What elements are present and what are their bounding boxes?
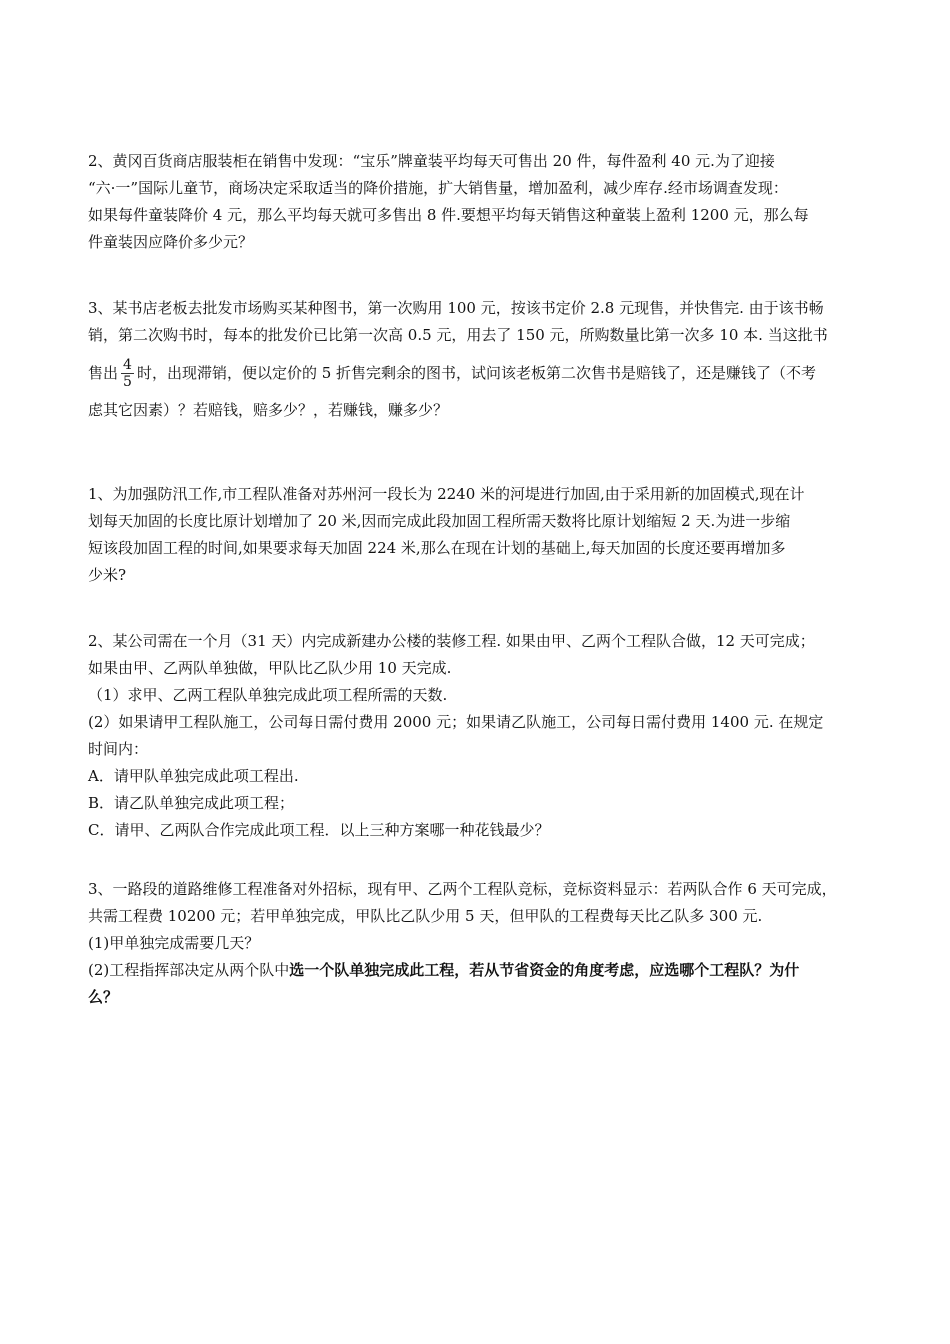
problem-office-renovation — [88, 628, 878, 844]
text-line-with-fraction — [88, 349, 878, 397]
problem-bookstore — [88, 295, 878, 424]
text-line: 如果由甲、乙两队单独做，甲队比乙队少用 10 天完成. — [88, 659, 452, 677]
text-line-sans: 么？ — [88, 988, 119, 1006]
text-line: 少米? — [88, 566, 127, 584]
text-segment-sans: 选一个队单独完成此工程，若从节省资金的角度考虑，应选哪个工程队？为什 — [289, 961, 800, 979]
text-line: 2、某公司需在一个月（31 天）内完成新建办公楼的装修工程. 如果由甲、乙两个工程队合做，12 天可完成； — [88, 632, 815, 650]
fraction — [121, 357, 134, 390]
text-line: 虑其它因素）？若赔钱，赔多少？，若赚钱，赚多少？ — [88, 401, 449, 419]
text-line: 时间内： — [88, 740, 149, 758]
text-line: 1、为加强防汛工作,市工程队准备对苏州河一段长为 2240 米的河堤进行加固,由于采用新的加固模式,现在计 — [88, 485, 805, 503]
option-c: C．请甲、乙两队合作完成此项工程．以上三种方案哪一种花钱最少？ — [88, 821, 550, 839]
text-line: “六·一”国际儿童节，商场决定采取适当的降价措施，扩大销售量，增加盈利，减少库存.经市场调查发现： — [88, 179, 788, 197]
fraction-numerator: 4 — [123, 356, 132, 373]
text-line-mixed-font — [88, 957, 878, 984]
fraction-denominator: 5 — [123, 373, 132, 390]
option-a: A．请甲队单独完成此项工程出. — [88, 767, 299, 785]
option-b: B．请乙队单独完成此项工程； — [88, 794, 295, 812]
text-segment: (2)工程指挥部决定从两个队中 — [88, 961, 290, 979]
text-line: 3、一路段的道路维修工程准备对外招标，现有甲、乙两个工程队竞标，竞标资料显示：若两队合作 6 天可完成， — [88, 880, 837, 898]
text-line: 共需工程费 10200 元；若甲单独完成，甲队比乙队少用 5 天，但甲队的工程费每天比乙队多 300 元. — [88, 907, 763, 925]
text-line: 销，第二次购书时，每本的批发价已比第一次高 0.5 元，用去了 150 元，所购数量比第一次多 10 本. 当这批书 — [88, 326, 828, 344]
text-line: 3、某书店老板去批发市场购买某种图书，第一次购用 100 元，按该书定价 2.8 元现售，并快售完. 由于该书畅 — [88, 299, 824, 317]
text-line: （1）求甲、乙两工程队单独完成此项工程所需的天数. — [88, 686, 448, 704]
text-line: 如果每件童装降价 4 元，那么平均每天就可多售出 8 件.要想平均每天销售这种童装上盈利 1200 元，那么每 — [88, 206, 809, 224]
text-segment: 时，出现滞销，便以定价的 5 折售完剩余的图书，试问该老板第二次售书是赔钱了，还是赚钱了（不考 — [136, 364, 817, 382]
problem-flood-control — [88, 481, 878, 589]
text-line: 件童装因应降价多少元？ — [88, 233, 254, 251]
text-segment: 售出 — [88, 364, 119, 382]
problem-clothing-discount — [88, 148, 878, 256]
problem-road-repair — [88, 876, 878, 1011]
text-line: (1)甲单独完成需要几天？ — [88, 934, 260, 952]
text-line: 2、黄冈百货商店服装柜在销售中发现：“宝乐”牌童装平均每天可售出 20 件，每件盈利 40 元.为了迎接 — [88, 152, 775, 170]
text-line: (2）如果请甲工程队施工，公司每日需付费用 2000 元；如果请乙队施工，公司每日需付费用 1400 元. 在规定 — [88, 713, 824, 731]
text-line: 短该段加固工程的时间,如果要求每天加固 224 米,那么在现在计划的基础上,每天加固的长度还要再增加多 — [88, 539, 786, 557]
text-line: 划每天加固的长度比原计划增加了 20 米,因而完成此段加固工程所需天数将比原计划缩短 2 天.为进一步缩 — [88, 512, 791, 530]
